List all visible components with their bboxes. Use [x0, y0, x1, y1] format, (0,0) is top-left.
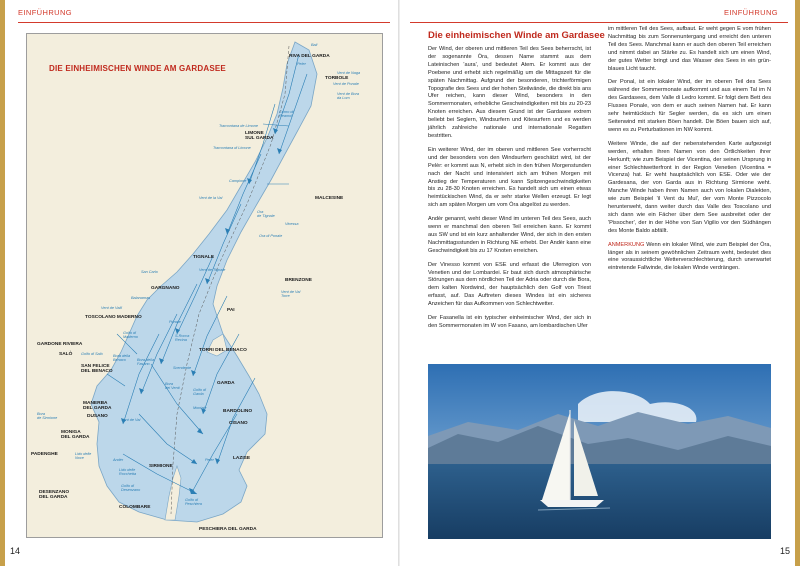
- wind-label: Vent de Val: [121, 418, 141, 422]
- note-paragraph: [608, 242, 771, 274]
- wind-label: Bora de Sirmione: [37, 412, 58, 421]
- article-title: Die einheimischen Winde am Gardasee: [428, 30, 605, 41]
- wind-label: Corno di Reamol: [279, 110, 294, 119]
- wind-label: Campione: [229, 179, 247, 183]
- text-column-2: [608, 26, 771, 279]
- paragraph: Ein weiterer Wind, der im oberen und mittleren See vorherrscht und der besonders von den Windsurfern geschätzt wird, ist der Pelèr: er kommt aus N, erhebt sich in den frühen Morgenstunden nach der Nacht und intensiviert sich am frühen Morgen mit Anstieg der Temperaturen und kann Spitzengeschwindigkeiten bis zu 28-30 Knoten erreichen. Es handelt sich um einen etwas heimtückischen Wind, da er sehr starke Wellen erzeugt. Er legt sich am späten Morgen um vom Òra abgelöst zu werden.: [428, 146, 591, 209]
- town-label: COLOMBARE: [119, 505, 151, 510]
- wind-label: S.Rocca Recina: [175, 334, 190, 343]
- header-rule: [410, 22, 788, 23]
- town-label: TOSCOLANO MADERNO: [85, 315, 142, 320]
- wind-label: Peler: [297, 62, 306, 66]
- town-label: GARDA: [217, 381, 235, 386]
- text-column-1: [428, 46, 591, 337]
- town-label: CISANO: [229, 421, 248, 426]
- town-label: RIVA DEL GARDA: [289, 54, 330, 59]
- map-title: DIE EINHEIMISCHEN WINDE AM GARDASEE: [49, 64, 226, 73]
- wind-label: Vent de Valli: [101, 306, 123, 310]
- town-label: LIMONE SUL GARDA: [245, 131, 274, 142]
- wind-label: Ora di Ponale: [259, 234, 283, 238]
- header-rule: [18, 22, 390, 23]
- wind-label: Vent de la Val: [199, 196, 223, 200]
- town-label: MONIGA DEL GARDA: [61, 430, 90, 441]
- wind-map: [26, 33, 383, 538]
- page-number: 15: [779, 546, 790, 556]
- section-label: EINFÜHRUNG: [724, 8, 778, 17]
- paragraph: Andèr genannt, weht dieser Wind im unteren Teil des Sees, auch wenn er manchmal den oberen Teil erreichen kann. Er kommt aus SW und ist ein kurz anhaltender Wind, der sich in den ersten Nachmittagsstunden in Richtung NE erhebt. Der Andèr kann eine Geschwindigkeit bis zu 17 Knoten erreichen.: [428, 216, 591, 254]
- town-label: PESCHIERA DEL GARDA: [199, 527, 257, 532]
- paragraph: Der Fasanella ist ein typischer einheimischer Wind, der sich in den Sommermonaten im W von Fasano, am lombardischen Ufer: [428, 315, 591, 329]
- town-label: DESENZANO DEL GARDA: [39, 490, 70, 501]
- paragraph: Der Ponal, ist ein lokaler Wind, der im oberen Teil des Sees während der Sommermonate aufkommt und aus einem Tal im N des Gardasees, dem Valle di Ledro kommt. Er folgt dem Bett des Flusses Ponale, von dem er auch seinen Namen hat. Er kann sehr heimtückisch für Segler werden, da es sich um einen Seitenwind mit starken Böen handelt. Die Böen bauen sich auf, wenn es zu Perturbationen im NW kommt.: [608, 79, 771, 133]
- wind-label: Tramontana de Limone: [219, 124, 258, 128]
- town-label: BARDOLINO: [223, 409, 253, 414]
- town-label: GARGNANO: [151, 286, 180, 291]
- paragraph: im mittleren Teil des Sees, aufbaut. Er weht gegen E vom frühen Nachmittag bis zum Sonnenuntergang und erreicht den unteren Teil des Sees. Manchmal kann er auch den oberen Teil erreichen und nimmt dabei an Stärke zu. Es handelt sich um einen Wind, der gutes Wetter bringt und das Wasser des Sees in ein grün-blaues Licht taucht.: [608, 26, 771, 72]
- town-label: SIRMIONE: [149, 464, 173, 469]
- town-label: TIGNALE: [193, 255, 215, 260]
- town-label: GARDONE RIVIERA: [37, 342, 83, 347]
- wind-label: Bali: [311, 43, 318, 47]
- town-label: DUSANO: [87, 414, 108, 419]
- wind-label: Vent de Bora da Lom: [337, 92, 360, 101]
- town-label: LAZISE: [233, 456, 251, 461]
- section-label: EINFÜHRUNG: [18, 8, 72, 17]
- wind-label: Vent de Ponale: [333, 82, 359, 86]
- town-label: PADENGHE: [31, 452, 58, 457]
- wind-label: Golfo di Maderno: [123, 331, 138, 340]
- wind-label: Vent de Naga: [337, 71, 361, 75]
- wind-label: Golfo di Garda: [193, 388, 207, 397]
- wind-label: Ora de Tignale: [257, 210, 275, 219]
- wind-label: Balanarnas: [131, 296, 151, 300]
- paragraph: Der Wind, der oberen und mittleren Teil des Sees beherrscht, ist der sogenannte Òra, dessen Name stammt aus dem Lateinischen 'aura', und bedeutet Atem. Er kommt aus der Poebene und erhebt sich regelmäßig um die Mittagszeit für die späten Nachmittag. Aufgrund der besonderen, trichterförmigen Topografie des Sees und der hohen Steilwände, die direkt bis ans Ufer reichen, kann dieser Wind, besonders in den Sommermonaten, erhebliche Geschwindigkeiten mit bis zu 20-23 Knoten erreichen. Aus diesem Grund ist der Gardasee extrem beliebt bei Seglern, Windsurfern und Kitesurfern und es werden jährlich zahlreiche nationale und internationale Regatten bestritten.: [428, 46, 591, 139]
- sailboat-photo: [428, 364, 771, 539]
- town-label: BRENZONE: [285, 278, 312, 283]
- town-label: MALCESINE: [315, 196, 344, 201]
- wind-label: Golfo di Salò: [81, 352, 103, 356]
- paragraph: Weitere Winde, die auf der nebenstehenden Karte aufgezeigt werden, erhalten ihren Namen von den Örtlichkeiten ihrer Herkunft; wie zum Beispiel der Vicentina, der seinen Ursprung in einer Schlechtwetterfront in der Region Venetien (Vicentina = Vicenza) hat. Er weht hauptsächlich von ESE. Oder wie der Gardesana, der von Garda aus in Richtung Sirmione weht. Manche Winde haben ihren Namen auch von lokalen Dialekten, wie zum Beispiel 'il Vent du Mul', der vom Monte Pizzocolo herunterweht, dann weiter durch das Valle des Toscolano und sich dann wie ein Fächer über dem See ausbreitet oder der 'Pissocher', der in der Höhe von San Vigilio vor den Südhängen des Monte Baldo abfällt.: [608, 140, 771, 234]
- wind-label: Bora dei Venti: [165, 382, 180, 391]
- wind-label: Lido delle Rocchetta: [119, 468, 137, 477]
- wind-label: Tramontana di Limone: [213, 146, 251, 150]
- page-edge-strip: [795, 0, 800, 566]
- sailboat-photo-svg: [428, 364, 771, 539]
- town-label: SALÒ: [59, 352, 73, 357]
- town-label: PAI: [227, 308, 235, 313]
- wind-label: Golfo di Desenzano: [121, 484, 141, 493]
- town-label: TORBOLE: [325, 76, 349, 81]
- page-number: 14: [10, 546, 21, 556]
- page-edge-strip: [0, 0, 5, 566]
- hull: [540, 500, 604, 507]
- wind-label: Pelèr: [205, 458, 214, 462]
- wind-label: Scendente: [173, 366, 192, 370]
- wind-label: Lido delle Noce: [75, 452, 92, 461]
- wind-label: Bora della Fasano: [137, 358, 155, 367]
- wind-label: Ponale: [169, 320, 181, 324]
- wind-label: Vinessa: [285, 222, 299, 226]
- town-label: TORRI DEL BENACO: [199, 348, 247, 353]
- town-label: MANERBA DEL GARDA: [83, 401, 112, 412]
- paragraph: Der Vinesso kommt von ESE und erfasst die Uferregion von Venetien und der Lombardei. Er baut sich durch atmosphärische Störungen aus dem nördlichen Teil der Adria oder durch die Bora, dem kalten Nordwind, der hauptsächlich den Golf von Triest erfasst, auf. Das Auftreten dieses Windes ist ein sicheres Anzeichen für das Aufkommen von Schlechtwetter.: [428, 261, 591, 308]
- lake-garda-map-svg: [27, 34, 383, 538]
- wind-label: Montale: [193, 406, 207, 410]
- town-label: SAN FELICE DEL BENACO: [81, 364, 113, 375]
- wind-label: Andèr: [113, 458, 124, 462]
- note-text: Wenn ein lokaler Wind, wie zum Beispiel der Òra, länger als in seinem gewöhnlichen Zeitraum weht, bedeutet dies eine voraussichtliche Wetterverschlechterung, durch unerwartet eintretende Fallwinde, die lokalen Winde verdrängen.: [608, 241, 771, 272]
- note-label: ANMERKUNG: [608, 241, 645, 248]
- mast: [569, 410, 570, 502]
- wind-label: San Carlo: [141, 270, 158, 274]
- wind-label: Vent de Tignale: [199, 268, 226, 272]
- wind-label: Vent de Val Torre: [281, 290, 301, 299]
- wind-label: Bora della Benaco: [113, 354, 131, 363]
- wind-label: Golfo di Peschiera: [185, 498, 202, 507]
